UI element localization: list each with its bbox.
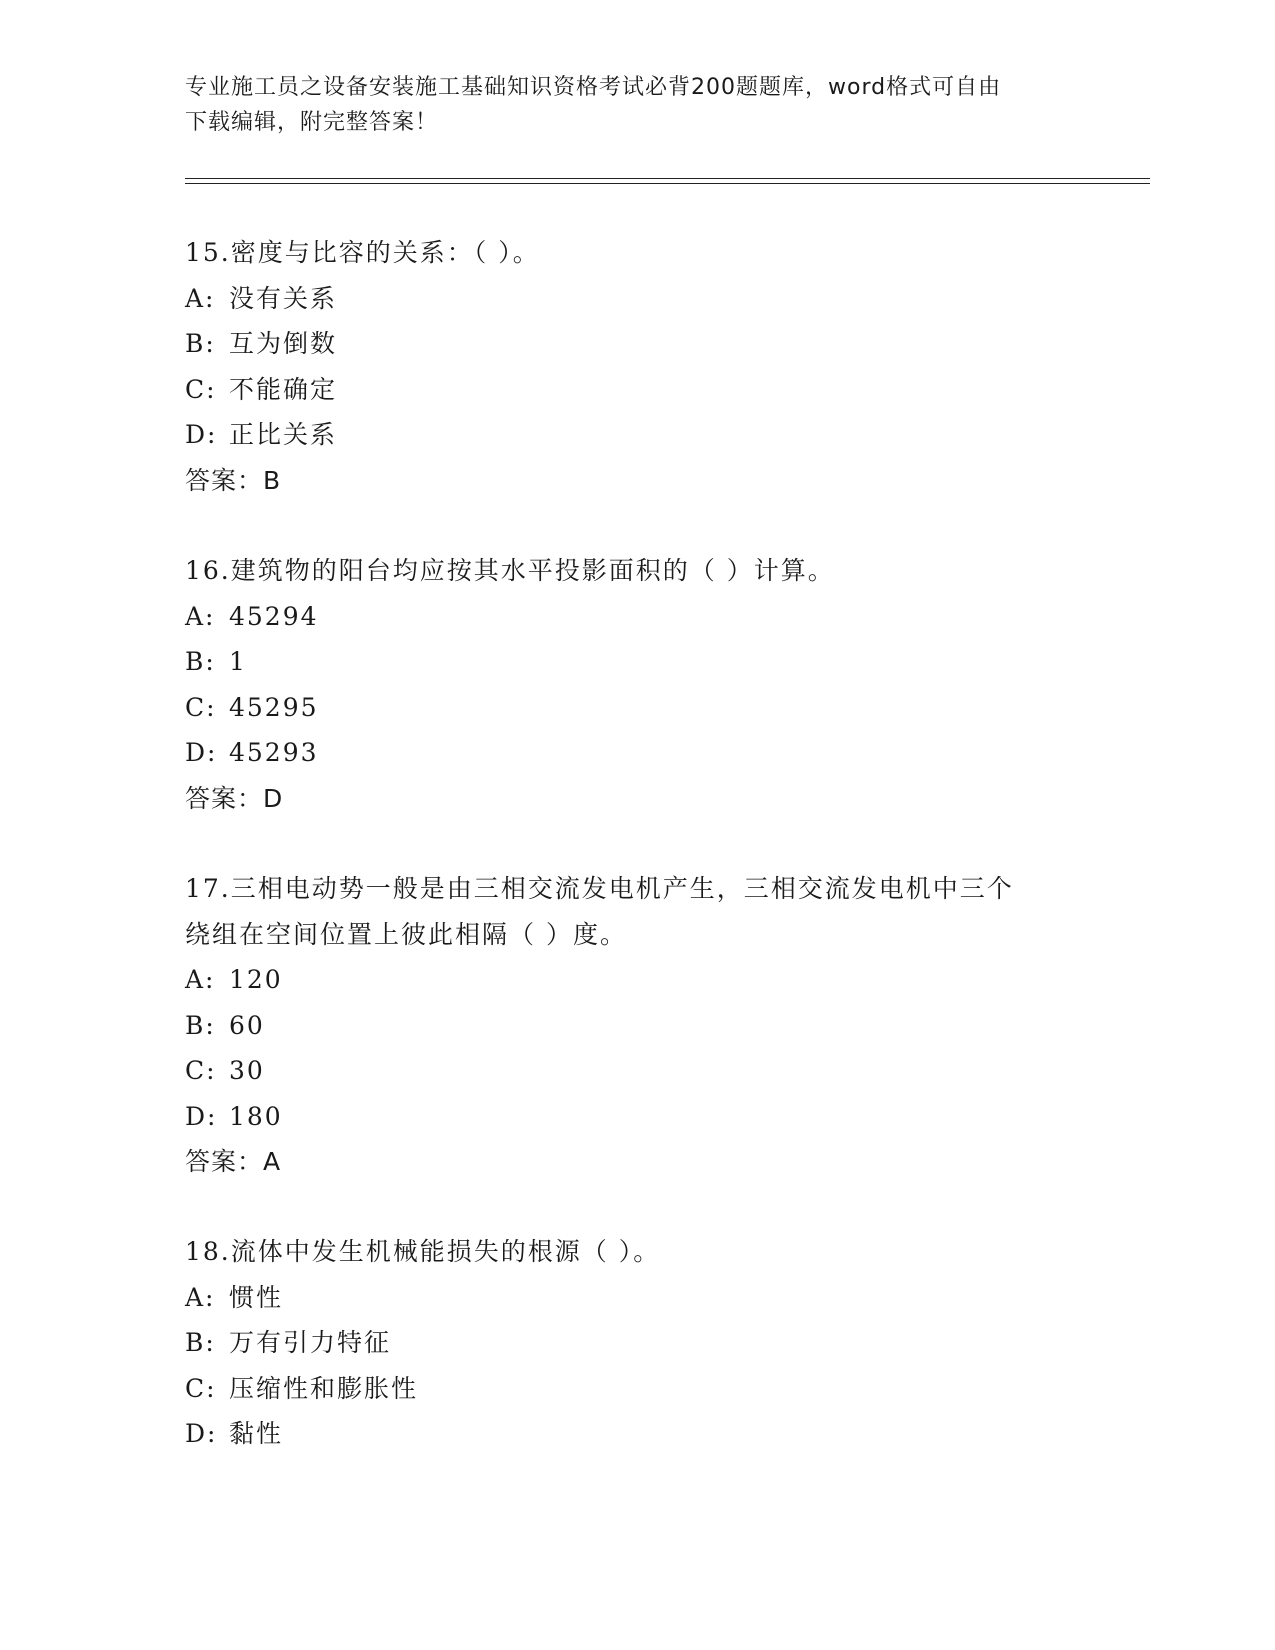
option-label: D:	[185, 1419, 218, 1448]
option-text: 45295	[229, 692, 319, 722]
question-stem: 16.建筑物的阳台均应按其水平投影面积的（ ）计算。	[185, 556, 835, 585]
question-18	[185, 1229, 1085, 1457]
option-b	[185, 1320, 1085, 1366]
option-text: 正比关系	[229, 420, 338, 449]
option-text: 黏性	[229, 1419, 284, 1448]
header-title-line-1: 专业施工员之设备安装施工基础知识资格考试必背200题题库，word格式可自由	[185, 75, 1002, 100]
option-text: 120	[229, 965, 283, 994]
option-text: 60	[229, 1010, 265, 1040]
option-text: 30	[229, 1056, 265, 1085]
option-d	[185, 1094, 1085, 1140]
option-c	[185, 367, 1085, 413]
option-text: 1	[229, 647, 247, 676]
option-d	[185, 1411, 1085, 1457]
option-c	[185, 1048, 1085, 1094]
option-label: A:	[185, 283, 216, 313]
option-label: D:	[185, 420, 218, 449]
option-text: 45293	[229, 738, 319, 767]
option-a	[185, 594, 1085, 640]
option-b	[185, 1003, 1085, 1049]
question-stem: 18.流体中发生机械能损失的根源（ ）。	[185, 1237, 661, 1266]
option-label: C:	[185, 1373, 217, 1403]
option-a	[185, 957, 1085, 1003]
option-label: D:	[185, 1101, 218, 1131]
option-b	[185, 321, 1085, 367]
question-17	[185, 866, 1085, 1185]
option-c	[185, 1366, 1085, 1412]
header-divider-bottom	[185, 183, 1150, 184]
option-text: 没有关系	[229, 283, 338, 313]
document-header	[185, 70, 1065, 140]
option-text: 万有引力特征	[229, 1328, 392, 1357]
header-title-line-2: 下载编辑，附完整答案！	[185, 110, 439, 135]
option-d	[185, 730, 1085, 776]
option-label: B:	[185, 1010, 216, 1040]
option-text: 互为倒数	[229, 329, 338, 358]
option-text: 180	[229, 1101, 283, 1131]
option-text: 压缩性和膨胀性	[229, 1373, 419, 1403]
option-text: 不能确定	[229, 374, 338, 404]
option-b	[185, 639, 1085, 685]
question-stem-line-2: 绕组在空间位置上彼此相隔（ ）度。	[185, 919, 627, 949]
question-15	[185, 230, 1085, 503]
option-label: B:	[185, 1328, 216, 1357]
option-label: B:	[185, 329, 216, 358]
option-label: A:	[185, 965, 216, 994]
option-text: 惯性	[229, 1282, 284, 1312]
option-label: D:	[185, 738, 218, 767]
question-stem: 15.密度与比容的关系：（ ）。	[185, 238, 540, 267]
option-label: A:	[185, 601, 216, 631]
option-label: C:	[185, 1056, 217, 1085]
option-label: A:	[185, 1282, 216, 1312]
header-divider-top	[185, 178, 1150, 179]
answer-line: 答案：D	[185, 783, 284, 813]
question-16	[185, 548, 1085, 821]
answer-line: 答案：A	[185, 1147, 282, 1176]
option-a	[185, 1275, 1085, 1321]
option-label: C:	[185, 374, 217, 404]
option-c	[185, 685, 1085, 731]
answer-line: 答案：B	[185, 465, 282, 495]
option-label: C:	[185, 692, 217, 722]
question-stem-line-1: 17.三相电动势一般是由三相交流发电机产生，三相交流发电机中三个	[185, 874, 1014, 903]
option-d	[185, 412, 1085, 458]
option-label: B:	[185, 647, 216, 676]
option-text: 45294	[229, 601, 319, 631]
option-a	[185, 276, 1085, 322]
